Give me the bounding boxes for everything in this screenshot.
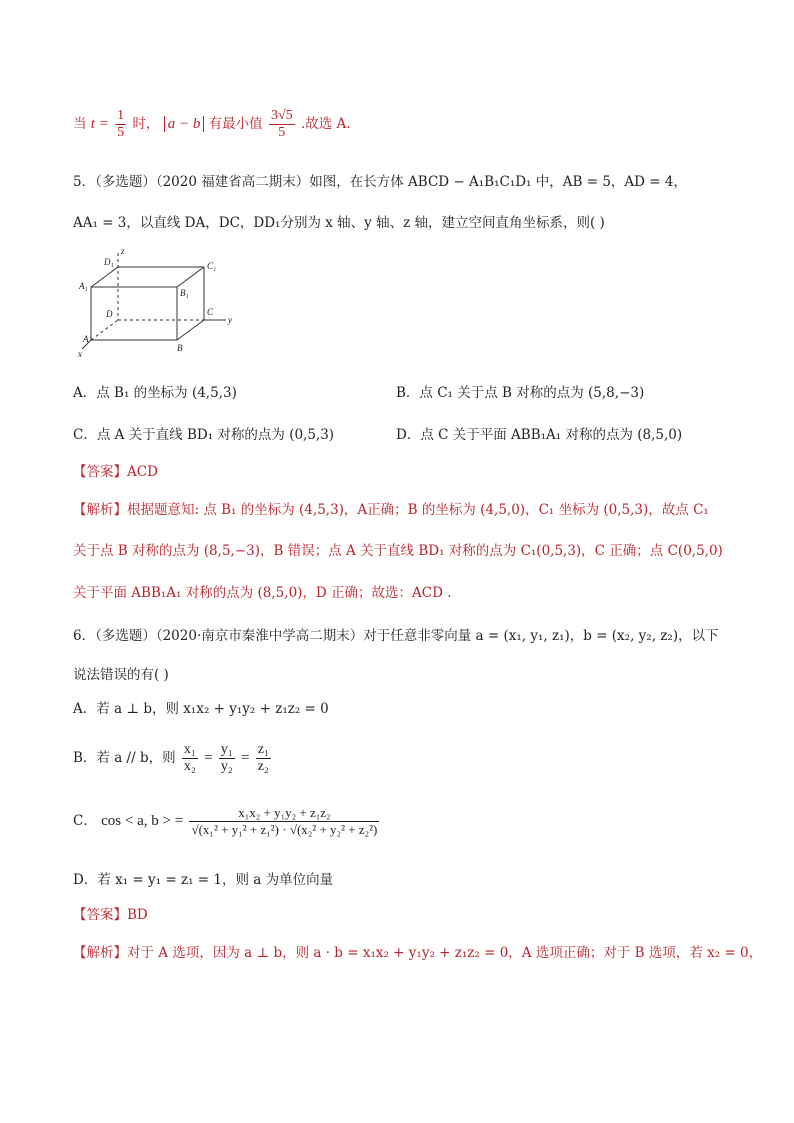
analysis-text-1: 对于 A 选项，因为 a ⊥ b，则 a · b = x₁x₂ + y₁y₂ + z₁z₂ = 0，A 选项正确；对于 B 选项，若 x₂ = 0， <box>127 945 763 961</box>
q5-analysis-line-3: 关于平面 ABB₁A₁ 对称的点为 (8,5,0)，D 正确；故选：ACD . <box>73 585 452 601</box>
previous-solution-conclusion <box>73 108 351 148</box>
edge-A-D <box>91 320 118 340</box>
q6-option-c <box>73 805 381 849</box>
prev-t-fraction: $\frac{1}{5}$ <box>117 108 125 140</box>
q6-analysis-line-1 <box>73 943 762 963</box>
label-D1: D₁ <box>104 257 114 267</box>
analysis-text-1: 根据题意知: 点 B₁ 的坐标为 (4,5,3)，A正确；B 的坐标为 (4,5,0)，C₁ 坐标为 (0,5,3)，故点 C₁ <box>127 502 709 518</box>
cos-expression: cos < a, b > = <box>101 813 184 829</box>
q5-answer <box>73 462 158 482</box>
label-A1: A₁ <box>79 281 88 291</box>
q5-option-d: D．点 C 关于平面 ABB₁A₁ 对称的点为 (8,5,0) <box>396 427 683 443</box>
q6-option-b-prefix: B．若 a // b，则 <box>73 750 176 766</box>
prev-suffix: .故选 A. <box>300 116 351 132</box>
fraction-x: $\frac{\text{x₁}}{\text{x₂}}$ <box>183 742 196 774</box>
prev-t-label: t = <box>90 116 109 132</box>
edge-A1-D1 <box>91 267 118 287</box>
q6-option-b: B．若 a // b，则 $\frac{\text{x₁}}{\text{x₂}}$ = $\frac{\text{y₁}}{\text{y₂}}$ = $\frac{\text{z₁}}{\text{z₂}}$ <box>73 742 269 774</box>
answer-value: BD <box>127 907 148 923</box>
label-B1: B₁ <box>180 288 189 298</box>
q5-analysis-line-1 <box>73 500 709 520</box>
q6-option-a: A．若 a ⊥ b，则 x₁x₂ + y₁y₂ + z₁z₂ = 0 <box>73 701 329 717</box>
q6-stem-line-2: 说法错误的有( ) <box>73 667 169 683</box>
label-z: z <box>121 246 125 256</box>
q5-stem-line-1: 5．（多选题）（2020 福建省高二期末）如图，在长方体 ABCD − A₁B₁C₁D₁ 中，AB = 5，AD = 4， <box>73 174 687 190</box>
q5-analysis-line-2: 关于点 B 对称的点为 (8,5,−3)，B 错误；点 A 关于直线 BD₁ 对称的点为 C₁(0,5,3)，C 正确；点 C(0,5,0) <box>73 543 723 559</box>
q6-answer <box>73 905 148 925</box>
edge-B-C <box>177 320 204 340</box>
label-x: x <box>78 349 82 359</box>
q5-option-b: B．点 C₁ 关于点 B 对称的点为 (5,8,−3) <box>396 385 645 401</box>
answer-label: 【答案】 <box>73 464 127 480</box>
q5-option-a: A．点 B₁ 的坐标为 (4,5,3) <box>73 385 237 401</box>
q6-stem-line-1: 6．（多选题）（2020·南京市秦淮中学高二期末）对于任意非零向量 a = (x₁, y₁, z₁)，b = (x₂, y₂, z₂)，以下 <box>73 628 719 644</box>
cuboid-figure <box>76 245 246 363</box>
fraction-y: $\frac{\text{y₁}}{\text{y₂}}$ <box>220 742 233 774</box>
fraction-z: $\frac{\text{z₁}}{\text{z₂}}$ <box>257 742 269 774</box>
answer-label: 【答案】 <box>73 907 127 923</box>
label-B: B <box>177 343 183 353</box>
label-D: D <box>106 309 113 319</box>
label-C1: C₁ <box>207 261 217 271</box>
answer-value: ACD <box>127 464 158 480</box>
prev-min-fraction: $\frac{3√5}{5}$ <box>270 108 293 140</box>
analysis-label: 【解析】 <box>73 945 127 961</box>
analysis-label: 【解析】 <box>73 502 127 518</box>
q5-stem-line-2: AA₁ = 3，以直线 DA，DC，DD₁分别为 x 轴、y 轴、z 轴，建立空间直角坐标系，则( ) <box>73 215 605 231</box>
q6-option-c-prefix: C． <box>73 813 97 829</box>
prev-time-text: 时， <box>132 116 160 132</box>
q5-option-c: C．点 A 关于直线 BD₁ 对称的点为 (0,5,3) <box>73 427 335 443</box>
prev-min-label: 有最小值 <box>208 116 263 132</box>
label-C: C <box>207 307 214 317</box>
label-y: y <box>228 315 232 325</box>
prev-prefix: 当 <box>73 116 87 132</box>
edge-B1-C1 <box>177 267 204 287</box>
cos-fraction: $\frac{\text{x₁x₂ + y₁y₂ + z₁z₂}}{\text{√(x₁² + y₁² + z₁²) · √(x₂² + y₂² + z₂²)}}$ <box>191 805 378 837</box>
q6-option-d: D．若 x₁ = y₁ = z₁ = 1，则 a 为单位向量 <box>73 872 334 888</box>
prev-vector-difference: a − b <box>164 116 205 132</box>
cuboid-front-face <box>91 287 177 340</box>
label-A: A <box>83 334 89 344</box>
